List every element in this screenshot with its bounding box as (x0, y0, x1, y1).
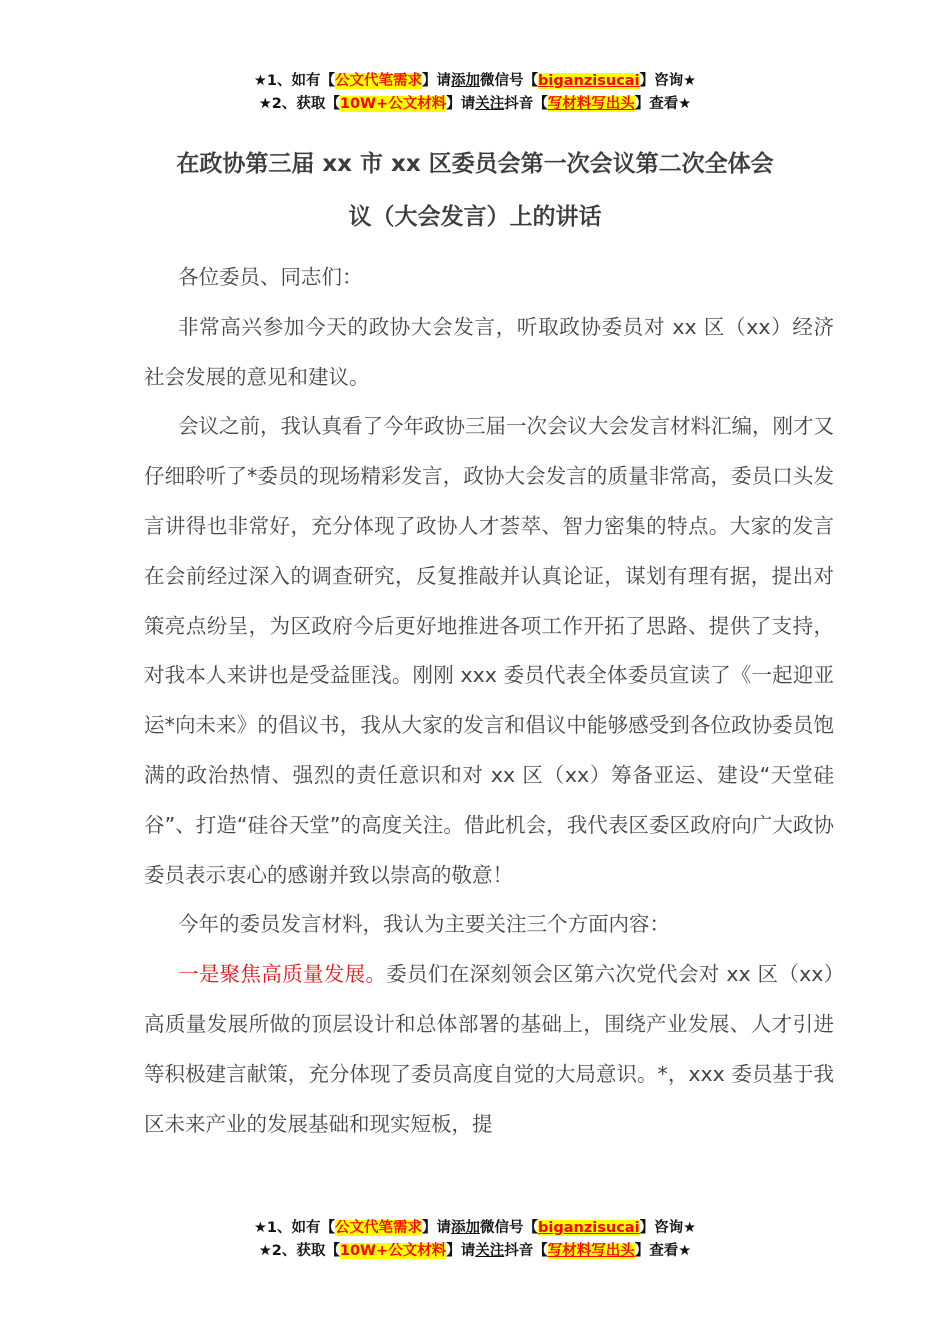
promo-text: 2、获取【 (271, 1243, 340, 1259)
promo-emphasis-follow: 关注 (475, 96, 505, 112)
promo-text: 】咨询 (639, 73, 684, 89)
promo-text: 抖音【 (504, 96, 548, 112)
promo-highlight-writing-service: 公文代笔需求 (335, 1220, 423, 1236)
promo-text: 2、获取【 (271, 96, 340, 112)
paragraph-salutation: 各位委员、同志们： (178, 265, 363, 289)
promo-text: 】查看 (634, 1243, 679, 1259)
star-icon: ★ (253, 1220, 267, 1236)
star-icon: ★ (683, 73, 697, 89)
promo-line-2 (0, 93, 950, 116)
star-icon: ★ (258, 1243, 272, 1259)
promo-wechat-id: biganzisucai (538, 1220, 640, 1236)
document-body (144, 253, 834, 1149)
paragraph: 非常高兴参加今天的政协大会发言，听取政协委员对 xx 区（xx）经济社会发展的意见和建议。 (144, 314, 834, 389)
promo-douyin-account: 写材料写出头 (547, 1243, 635, 1259)
promo-highlight-materials: 10W+公文材料 (339, 96, 447, 112)
promo-text: 】请 (446, 96, 476, 112)
promo-text: 】请 (422, 1220, 452, 1236)
promo-text: 抖音【 (504, 1243, 548, 1259)
paragraph: 今年的委员发言材料，我认为主要关注三个方面内容： (178, 912, 670, 937)
star-icon: ★ (683, 1220, 697, 1236)
paragraph: 会议之前，我认真看了今年政协三届一次会议大会发言材料汇编，刚才又仔细聆听了*委员的现场精彩发言，政协大会发言的质量非常高，委员口头发言讲得也非常好，充分体现了政协人才荟萃、智力密集的特点。大家的发言在会前经过深入的调查研究，反复推敲并认真论证，谋划有理有据，提出对策亮点纷呈，为区政府今后更好地推进各项工作开拓了思路、提供了支持，对我本人来讲也是受益匪浅。刚刚 xxx 委员代表全体委员宣读了《一起迎亚运*向未来》的倡议书，我从大家的发言和倡议中能够感受到各位政协委员饱满的政治热情、强烈的责任意识和对 xx 区（xx）筹备亚运、建设“天堂硅谷”、打造“硅谷天堂”的高度关注。借此机会，我代表区委区政府向广大政协委员表示衷心的感谢并致以崇高的敬意！ (144, 414, 834, 887)
paragraph-lead-heading: 一是聚焦高质量发展。 (178, 962, 387, 987)
document-title (140, 138, 810, 244)
star-icon: ★ (678, 1243, 692, 1259)
promo-douyin-account: 写材料写出头 (547, 96, 635, 112)
promo-text: 】请 (446, 1243, 476, 1259)
promo-highlight-materials: 10W+公文材料 (339, 1243, 447, 1259)
promo-line-1 (0, 1217, 950, 1240)
star-icon: ★ (678, 96, 692, 112)
promo-banner-bottom (0, 1217, 950, 1263)
title-line-1: 在政协第三届 xx 市 xx 区委员会第一次会议第二次全体会 (176, 151, 774, 177)
promo-text: 微信号【 (480, 73, 539, 89)
star-icon: ★ (253, 73, 267, 89)
promo-text: 】查看 (634, 96, 679, 112)
paragraph-text: 委员们在深刻领会区第六次党代会对 xx 区（xx）高质量发展所做的顶层设计和总体部署的基础上，围绕产业发展、人才引进等积极建言献策，充分体现了委员高度自觉的大局意识。*，xxx 委员基于我区未来产业的发展基础和现实短板，提 (144, 962, 835, 1136)
promo-emphasis-follow: 关注 (475, 1243, 505, 1259)
paragraph-point-one (144, 950, 834, 1149)
promo-text: 微信号【 (480, 1220, 539, 1236)
star-icon: ★ (258, 96, 272, 112)
promo-line-1 (0, 70, 950, 93)
promo-line-2 (0, 1240, 950, 1263)
promo-text: 1、如有【 (266, 73, 336, 89)
promo-emphasis-add: 添加 (451, 73, 481, 89)
promo-text: 1、如有【 (266, 1220, 336, 1236)
promo-text: 】咨询 (639, 1220, 684, 1236)
promo-text: 】请 (422, 73, 452, 89)
promo-banner-top (0, 70, 950, 116)
promo-wechat-id: biganzisucai (538, 73, 640, 89)
promo-emphasis-add: 添加 (451, 1220, 481, 1236)
promo-highlight-writing-service: 公文代笔需求 (335, 73, 423, 89)
title-line-2: 议（大会发言）上的讲话 (348, 204, 602, 230)
